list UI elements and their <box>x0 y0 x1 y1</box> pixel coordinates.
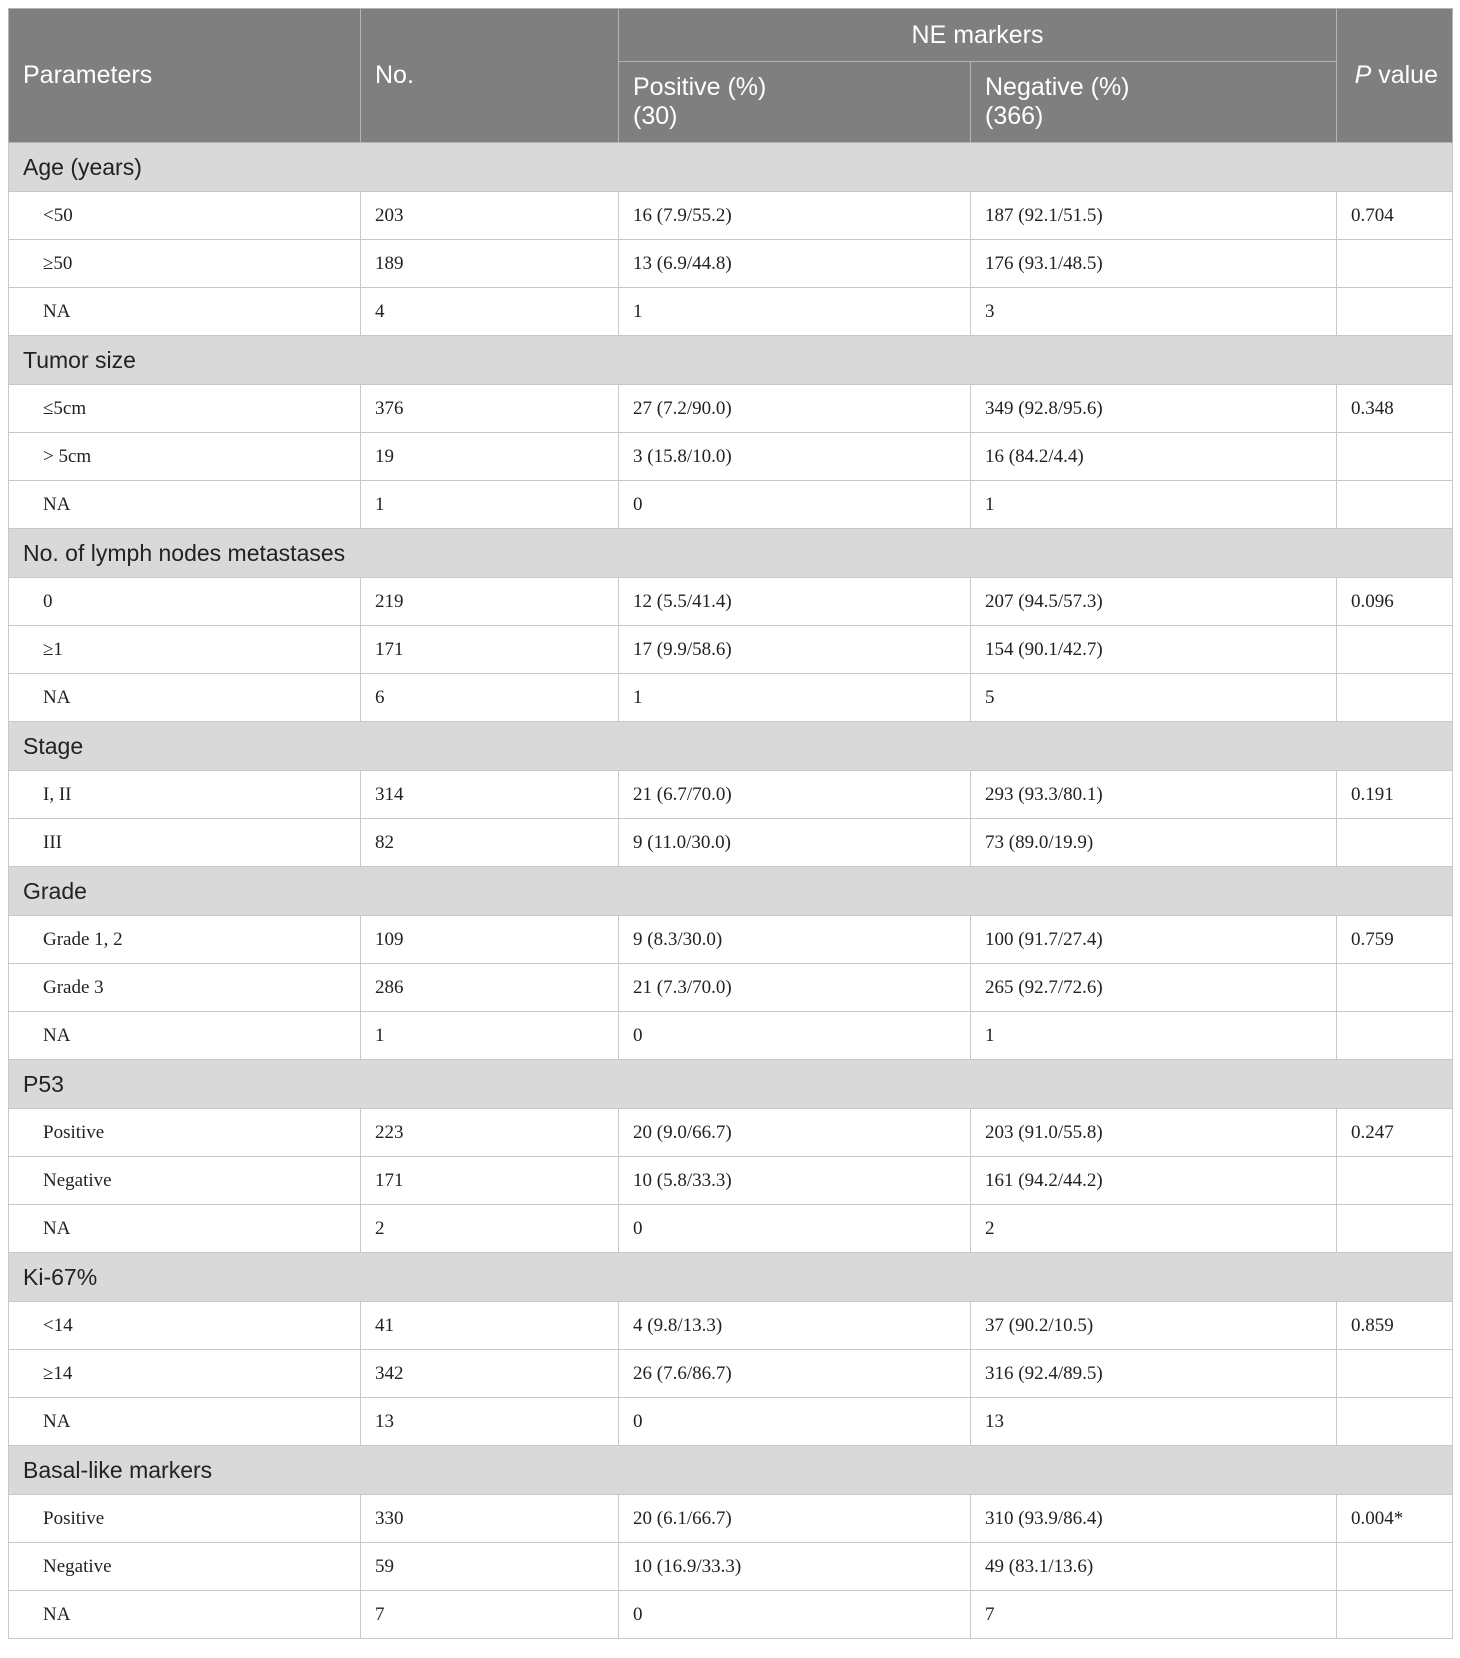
cell-no: 330 <box>361 1495 619 1543</box>
group-row <box>9 1060 1453 1109</box>
cell-parameter: Grade 1, 2 <box>9 916 361 964</box>
cell-positive: 0 <box>619 481 971 529</box>
cell-positive: 27 (7.2/90.0) <box>619 385 971 433</box>
cell-p-value <box>1337 433 1453 481</box>
cell-positive: 0 <box>619 1398 971 1446</box>
table-row <box>9 819 1453 867</box>
cell-p-value <box>1337 1350 1453 1398</box>
table-row <box>9 674 1453 722</box>
table-row <box>9 578 1453 626</box>
table-row <box>9 1591 1453 1639</box>
cell-no: 203 <box>361 192 619 240</box>
cell-p-value <box>1337 1012 1453 1060</box>
table-row <box>9 385 1453 433</box>
table-row <box>9 964 1453 1012</box>
group-title: No. of lymph nodes metastases <box>9 529 1453 578</box>
header-positive-count: (30) <box>633 102 678 130</box>
header-parameters: Parameters <box>9 9 361 143</box>
cell-negative: 5 <box>971 674 1337 722</box>
cell-positive: 21 (6.7/70.0) <box>619 771 971 819</box>
cell-positive: 9 (11.0/30.0) <box>619 819 971 867</box>
group-row <box>9 1253 1453 1302</box>
table-row <box>9 1157 1453 1205</box>
cell-no: 314 <box>361 771 619 819</box>
cell-negative: 13 <box>971 1398 1337 1446</box>
cell-parameter: III <box>9 819 361 867</box>
cell-p-value <box>1337 626 1453 674</box>
cell-no: 342 <box>361 1350 619 1398</box>
table-row <box>9 1302 1453 1350</box>
cell-negative: 207 (94.5/57.3) <box>971 578 1337 626</box>
cell-p-value: 0.096 <box>1337 578 1453 626</box>
cell-positive: 3 (15.8/10.0) <box>619 433 971 481</box>
cell-p-value: 0.004* <box>1337 1495 1453 1543</box>
cell-positive: 10 (5.8/33.3) <box>619 1157 971 1205</box>
table-header <box>9 9 1453 143</box>
cell-parameter: NA <box>9 288 361 336</box>
cell-no: 171 <box>361 1157 619 1205</box>
cell-positive: 20 (6.1/66.7) <box>619 1495 971 1543</box>
cell-no: 223 <box>361 1109 619 1157</box>
table-container <box>8 8 1453 1639</box>
cell-p-value <box>1337 1205 1453 1253</box>
cell-negative: 2 <box>971 1205 1337 1253</box>
cell-negative: 100 (91.7/27.4) <box>971 916 1337 964</box>
cell-positive: 0 <box>619 1591 971 1639</box>
group-title: Grade <box>9 867 1453 916</box>
cell-negative: 349 (92.8/95.6) <box>971 385 1337 433</box>
table-row <box>9 240 1453 288</box>
cell-negative: 161 (94.2/44.2) <box>971 1157 1337 1205</box>
cell-no: 6 <box>361 674 619 722</box>
cell-negative: 16 (84.2/4.4) <box>971 433 1337 481</box>
cell-negative: 3 <box>971 288 1337 336</box>
cell-parameter: Grade 3 <box>9 964 361 1012</box>
cell-positive: 0 <box>619 1205 971 1253</box>
cell-parameter: > 5cm <box>9 433 361 481</box>
cell-no: 7 <box>361 1591 619 1639</box>
table-row <box>9 771 1453 819</box>
cell-negative: 293 (93.3/80.1) <box>971 771 1337 819</box>
group-title: Tumor size <box>9 336 1453 385</box>
cell-no: 1 <box>361 481 619 529</box>
cell-p-value: 0.704 <box>1337 192 1453 240</box>
header-no: No. <box>361 9 619 143</box>
cell-positive: 16 (7.9/55.2) <box>619 192 971 240</box>
header-ne-markers: NE markers <box>619 9 1337 62</box>
cell-parameter: ≥50 <box>9 240 361 288</box>
cell-p-value <box>1337 1398 1453 1446</box>
cell-negative: 154 (90.1/42.7) <box>971 626 1337 674</box>
cell-p-value: 0.191 <box>1337 771 1453 819</box>
header-negative-count: (366) <box>985 102 1044 130</box>
cell-negative: 310 (93.9/86.4) <box>971 1495 1337 1543</box>
cell-parameter: NA <box>9 1591 361 1639</box>
table-row <box>9 1543 1453 1591</box>
cell-positive: 1 <box>619 288 971 336</box>
cell-no: 4 <box>361 288 619 336</box>
cell-p-value: 0.759 <box>1337 916 1453 964</box>
cell-p-value <box>1337 674 1453 722</box>
table-row <box>9 1109 1453 1157</box>
cell-parameter: 0 <box>9 578 361 626</box>
cell-parameter: NA <box>9 674 361 722</box>
cell-no: 59 <box>361 1543 619 1591</box>
cell-no: 13 <box>361 1398 619 1446</box>
cell-negative: 203 (91.0/55.8) <box>971 1109 1337 1157</box>
table-row <box>9 916 1453 964</box>
cell-parameter: ≤5cm <box>9 385 361 433</box>
table-row <box>9 433 1453 481</box>
group-title: Age (years) <box>9 143 1453 192</box>
cell-parameter: Positive <box>9 1109 361 1157</box>
cell-p-value <box>1337 1157 1453 1205</box>
table-row <box>9 1350 1453 1398</box>
cell-positive: 9 (8.3/30.0) <box>619 916 971 964</box>
cell-parameter: <50 <box>9 192 361 240</box>
cell-negative: 73 (89.0/19.9) <box>971 819 1337 867</box>
header-positive <box>619 62 971 143</box>
cell-parameter: I, II <box>9 771 361 819</box>
cell-positive: 21 (7.3/70.0) <box>619 964 971 1012</box>
cell-parameter: NA <box>9 1012 361 1060</box>
group-title: Basal-like markers <box>9 1446 1453 1495</box>
cell-negative: 176 (93.1/48.5) <box>971 240 1337 288</box>
header-p-value <box>1337 9 1453 143</box>
header-p-letter: P <box>1354 61 1372 89</box>
cell-parameter: ≥14 <box>9 1350 361 1398</box>
cell-positive: 13 (6.9/44.8) <box>619 240 971 288</box>
cell-p-value: 0.348 <box>1337 385 1453 433</box>
cell-negative: 1 <box>971 1012 1337 1060</box>
table-row <box>9 1495 1453 1543</box>
cell-no: 219 <box>361 578 619 626</box>
table-row <box>9 1012 1453 1060</box>
group-row <box>9 143 1453 192</box>
cell-no: 171 <box>361 626 619 674</box>
ne-markers-table <box>8 8 1453 1639</box>
group-title: Ki-67% <box>9 1253 1453 1302</box>
group-title: Stage <box>9 722 1453 771</box>
header-negative <box>971 62 1337 143</box>
header-positive-label: Positive (%) <box>633 73 767 101</box>
cell-positive: 20 (9.0/66.7) <box>619 1109 971 1157</box>
table-row <box>9 1398 1453 1446</box>
group-row <box>9 1446 1453 1495</box>
cell-no: 189 <box>361 240 619 288</box>
cell-negative: 7 <box>971 1591 1337 1639</box>
cell-no: 19 <box>361 433 619 481</box>
cell-parameter: ≥1 <box>9 626 361 674</box>
cell-no: 109 <box>361 916 619 964</box>
cell-p-value: 0.859 <box>1337 1302 1453 1350</box>
cell-p-value <box>1337 481 1453 529</box>
cell-p-value <box>1337 964 1453 1012</box>
cell-negative: 316 (92.4/89.5) <box>971 1350 1337 1398</box>
cell-parameter: <14 <box>9 1302 361 1350</box>
header-p-rest: value <box>1371 61 1438 89</box>
cell-p-value <box>1337 288 1453 336</box>
cell-no: 82 <box>361 819 619 867</box>
cell-no: 376 <box>361 385 619 433</box>
cell-parameter: Positive <box>9 1495 361 1543</box>
cell-positive: 17 (9.9/58.6) <box>619 626 971 674</box>
cell-negative: 37 (90.2/10.5) <box>971 1302 1337 1350</box>
cell-parameter: Negative <box>9 1157 361 1205</box>
cell-p-value <box>1337 240 1453 288</box>
cell-negative: 1 <box>971 481 1337 529</box>
table-row <box>9 192 1453 240</box>
group-title: P53 <box>9 1060 1453 1109</box>
cell-parameter: NA <box>9 1205 361 1253</box>
cell-parameter: NA <box>9 1398 361 1446</box>
cell-no: 2 <box>361 1205 619 1253</box>
cell-negative: 187 (92.1/51.5) <box>971 192 1337 240</box>
table-row <box>9 1205 1453 1253</box>
group-row <box>9 867 1453 916</box>
table-row <box>9 288 1453 336</box>
cell-parameter: Negative <box>9 1543 361 1591</box>
cell-p-value <box>1337 819 1453 867</box>
header-negative-label: Negative (%) <box>985 73 1130 101</box>
cell-negative: 49 (83.1/13.6) <box>971 1543 1337 1591</box>
cell-positive: 10 (16.9/33.3) <box>619 1543 971 1591</box>
group-row <box>9 722 1453 771</box>
cell-no: 41 <box>361 1302 619 1350</box>
table-row <box>9 481 1453 529</box>
cell-no: 1 <box>361 1012 619 1060</box>
cell-positive: 26 (7.6/86.7) <box>619 1350 971 1398</box>
group-row <box>9 336 1453 385</box>
cell-no: 286 <box>361 964 619 1012</box>
cell-p-value: 0.247 <box>1337 1109 1453 1157</box>
table-body <box>9 143 1453 1639</box>
cell-p-value <box>1337 1543 1453 1591</box>
group-row <box>9 529 1453 578</box>
cell-positive: 0 <box>619 1012 971 1060</box>
cell-p-value <box>1337 1591 1453 1639</box>
cell-parameter: NA <box>9 481 361 529</box>
table-row <box>9 626 1453 674</box>
cell-negative: 265 (92.7/72.6) <box>971 964 1337 1012</box>
cell-positive: 12 (5.5/41.4) <box>619 578 971 626</box>
cell-positive: 1 <box>619 674 971 722</box>
cell-positive: 4 (9.8/13.3) <box>619 1302 971 1350</box>
